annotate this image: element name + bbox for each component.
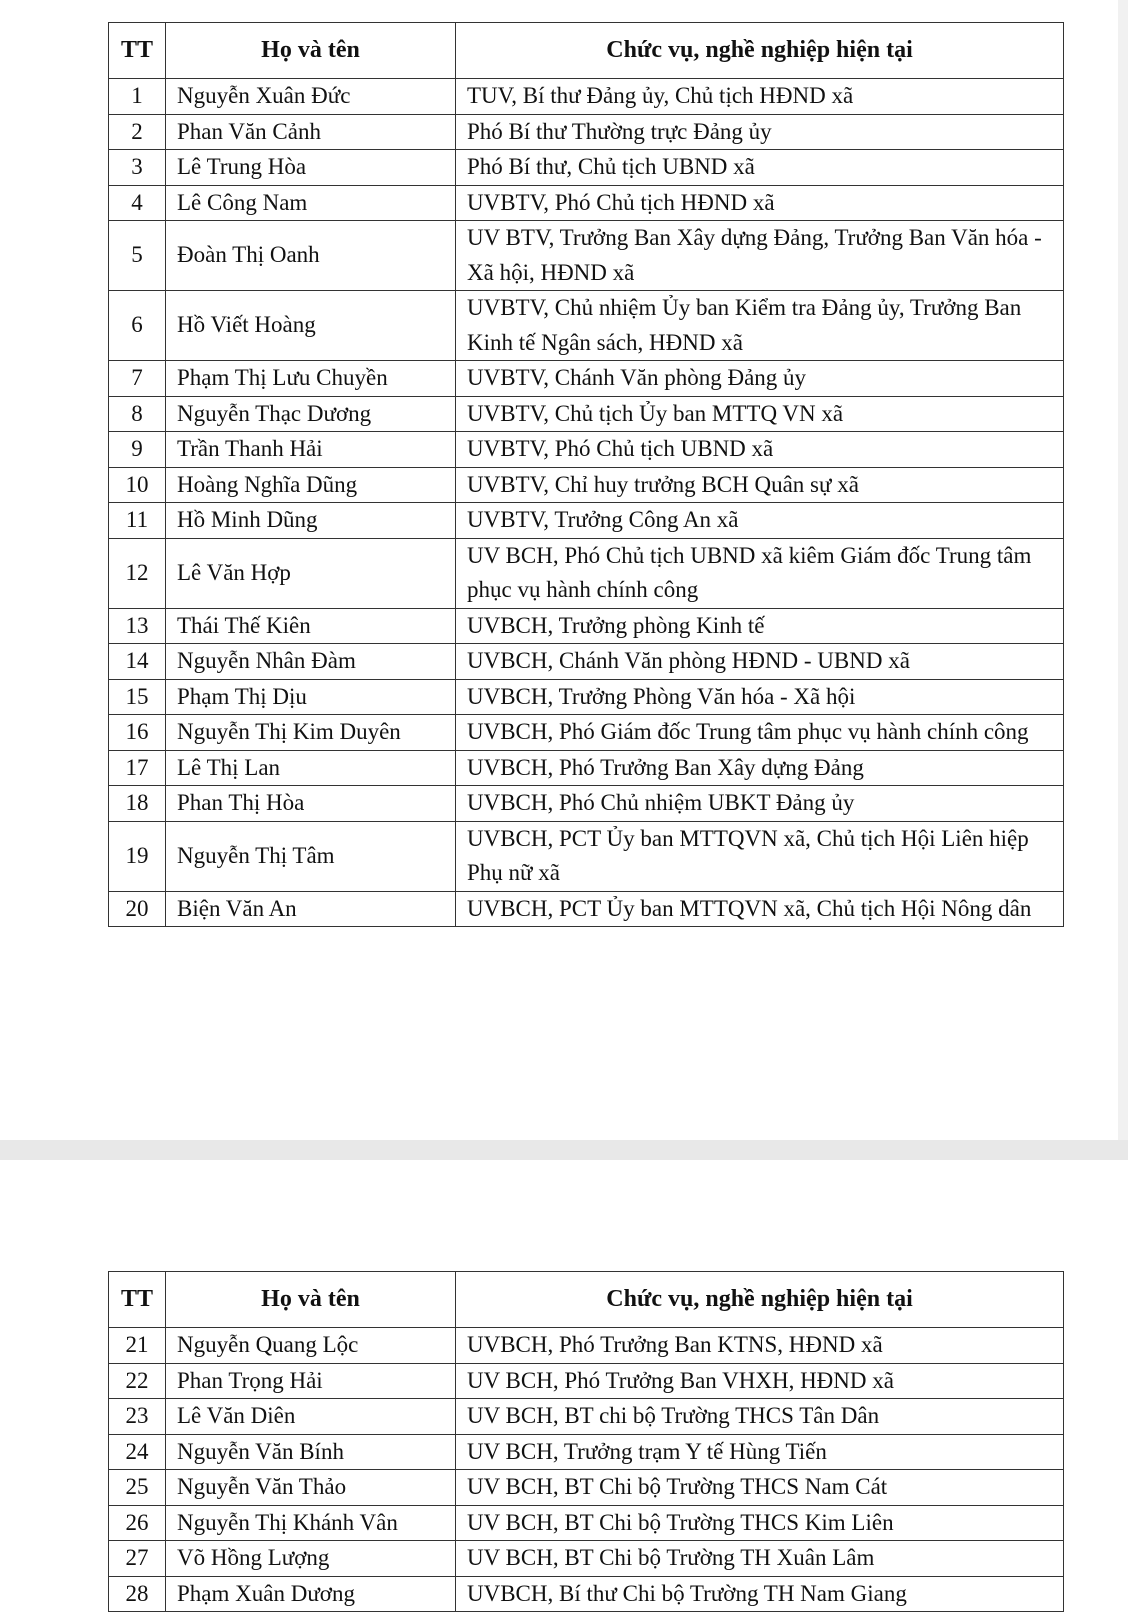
member-role: TUV, Bí thư Đảng ủy, Chủ tịch HĐND xã xyxy=(456,79,1064,115)
member-role: UVBTV, Chỉ huy trưởng BCH Quân sự xã xyxy=(456,467,1064,503)
row-number: 1 xyxy=(109,79,166,115)
member-role: UVBTV, Chánh Văn phòng Đảng ủy xyxy=(456,361,1064,397)
row-number: 4 xyxy=(109,185,166,221)
member-role: UVBCH, Phó Giám đốc Trung tâm phục vụ hành chính công xyxy=(456,715,1064,751)
row-number: 5 xyxy=(109,221,166,291)
table-row xyxy=(109,891,1064,927)
header-tt: TT xyxy=(109,1272,166,1328)
row-number: 21 xyxy=(109,1328,166,1364)
table-row xyxy=(109,1328,1064,1364)
row-number: 8 xyxy=(109,396,166,432)
member-role: UV BCH, BT chi bộ Trường THCS Tân Dân xyxy=(456,1399,1064,1435)
table-row xyxy=(109,467,1064,503)
row-number: 23 xyxy=(109,1399,166,1435)
table-row xyxy=(109,1505,1064,1541)
table-row xyxy=(109,1363,1064,1399)
member-table-page-2 xyxy=(108,1271,1064,1612)
row-number: 12 xyxy=(109,538,166,608)
member-role: UV BCH, Trưởng trạm Y tế Hùng Tiến xyxy=(456,1434,1064,1470)
row-number: 11 xyxy=(109,503,166,539)
row-number: 19 xyxy=(109,821,166,891)
table-row xyxy=(109,291,1064,361)
member-name: Lê Trung Hòa xyxy=(166,150,456,186)
member-name: Đoàn Thị Oanh xyxy=(166,221,456,291)
member-name: Nguyễn Xuân Đức xyxy=(166,79,456,115)
table-row xyxy=(109,786,1064,822)
member-name: Nguyễn Văn Bính xyxy=(166,1434,456,1470)
row-number: 27 xyxy=(109,1541,166,1577)
member-name: Nguyễn Thạc Dương xyxy=(166,396,456,432)
header-tt: TT xyxy=(109,23,166,79)
row-number: 26 xyxy=(109,1505,166,1541)
member-name: Hồ Minh Dũng xyxy=(166,503,456,539)
header-name: Họ và tên xyxy=(166,23,456,79)
member-name: Phan Văn Cảnh xyxy=(166,114,456,150)
member-role: UVBCH, Phó Trưởng Ban Xây dựng Đảng xyxy=(456,750,1064,786)
row-number: 25 xyxy=(109,1470,166,1506)
member-role: UVBCH, Phó Trưởng Ban KTNS, HĐND xã xyxy=(456,1328,1064,1364)
member-role: UV BCH, BT Chi bộ Trường THCS Nam Cát xyxy=(456,1470,1064,1506)
table-row xyxy=(109,114,1064,150)
member-name: Lê Văn Diên xyxy=(166,1399,456,1435)
table-row xyxy=(109,679,1064,715)
member-name: Phạm Thị Dịu xyxy=(166,679,456,715)
row-number: 14 xyxy=(109,644,166,680)
table-row xyxy=(109,538,1064,608)
row-number: 3 xyxy=(109,150,166,186)
member-name: Võ Hồng Lượng xyxy=(166,1541,456,1577)
table-row xyxy=(109,185,1064,221)
table-row xyxy=(109,1399,1064,1435)
member-name: Hồ Viết Hoàng xyxy=(166,291,456,361)
table-row xyxy=(109,150,1064,186)
member-name: Nguyễn Văn Thảo xyxy=(166,1470,456,1506)
member-name: Phạm Thị Lưu Chuyền xyxy=(166,361,456,397)
row-number: 17 xyxy=(109,750,166,786)
member-role: UVBCH, Bí thư Chi bộ Trường TH Nam Giang xyxy=(456,1576,1064,1612)
table-row xyxy=(109,361,1064,397)
row-number: 7 xyxy=(109,361,166,397)
member-name: Nguyễn Thị Khánh Vân xyxy=(166,1505,456,1541)
member-role: Phó Bí thư Thường trực Đảng ủy xyxy=(456,114,1064,150)
table-row xyxy=(109,821,1064,891)
row-number: 24 xyxy=(109,1434,166,1470)
member-role: UVBCH, PCT Ủy ban MTTQVN xã, Chủ tịch Hội Liên hiệp Phụ nữ xã xyxy=(456,821,1064,891)
table-row xyxy=(109,644,1064,680)
page-edge-shadow xyxy=(1118,0,1128,1160)
member-role: UVBTV, Chủ tịch Ủy ban MTTQ VN xã xyxy=(456,396,1064,432)
row-number: 6 xyxy=(109,291,166,361)
member-role: UVBCH, Trưởng Phòng Văn hóa - Xã hội xyxy=(456,679,1064,715)
member-name: Nguyễn Nhân Đàm xyxy=(166,644,456,680)
table-row xyxy=(109,1541,1064,1577)
member-name: Lê Thị Lan xyxy=(166,750,456,786)
header-role: Chức vụ, nghề nghiệp hiện tại xyxy=(456,23,1064,79)
member-role: UVBTV, Phó Chủ tịch UBND xã xyxy=(456,432,1064,468)
member-role: Phó Bí thư, Chủ tịch UBND xã xyxy=(456,150,1064,186)
member-role: UVBCH, Phó Chủ nhiệm UBKT Đảng ủy xyxy=(456,786,1064,822)
member-name: Phan Trọng Hải xyxy=(166,1363,456,1399)
member-name: Hoàng Nghĩa Dũng xyxy=(166,467,456,503)
member-role: UVBTV, Trưởng Công An xã xyxy=(456,503,1064,539)
row-number: 15 xyxy=(109,679,166,715)
row-number: 13 xyxy=(109,608,166,644)
table-header-row xyxy=(109,1272,1064,1328)
header-name: Họ và tên xyxy=(166,1272,456,1328)
row-number: 28 xyxy=(109,1576,166,1612)
member-role: UV BCH, Phó Chủ tịch UBND xã kiêm Giám đốc Trung tâm phục vụ hành chính công xyxy=(456,538,1064,608)
table-row xyxy=(109,432,1064,468)
header-role: Chức vụ, nghề nghiệp hiện tại xyxy=(456,1272,1064,1328)
member-role: UV BCH, Phó Trưởng Ban VHXH, HĐND xã xyxy=(456,1363,1064,1399)
member-role: UV BCH, BT Chi bộ Trường THCS Kim Liên xyxy=(456,1505,1064,1541)
member-name: Phạm Xuân Dương xyxy=(166,1576,456,1612)
table-row xyxy=(109,221,1064,291)
table-row xyxy=(109,1470,1064,1506)
row-number: 9 xyxy=(109,432,166,468)
table-row xyxy=(109,1434,1064,1470)
table-row xyxy=(109,1576,1064,1612)
member-name: Nguyễn Quang Lộc xyxy=(166,1328,456,1364)
member-role: UVBTV, Chủ nhiệm Ủy ban Kiểm tra Đảng ủy, Trưởng Ban Kinh tế Ngân sách, HĐND xã xyxy=(456,291,1064,361)
member-role: UVBCH, PCT Ủy ban MTTQVN xã, Chủ tịch Hội Nông dân xyxy=(456,891,1064,927)
table-row xyxy=(109,715,1064,751)
member-role: UV BTV, Trưởng Ban Xây dựng Đảng, Trưởng Ban Văn hóa - Xã hội, HĐND xã xyxy=(456,221,1064,291)
row-number: 20 xyxy=(109,891,166,927)
member-name: Trần Thanh Hải xyxy=(166,432,456,468)
member-table-page-1 xyxy=(108,22,1064,927)
row-number: 22 xyxy=(109,1363,166,1399)
member-role: UVBCH, Trưởng phòng Kinh tế xyxy=(456,608,1064,644)
member-role: UVBCH, Chánh Văn phòng HĐND - UBND xã xyxy=(456,644,1064,680)
row-number: 2 xyxy=(109,114,166,150)
member-role: UV BCH, BT Chi bộ Trường TH Xuân Lâm xyxy=(456,1541,1064,1577)
table-row xyxy=(109,396,1064,432)
table-row xyxy=(109,750,1064,786)
table-row xyxy=(109,79,1064,115)
member-name: Biện Văn An xyxy=(166,891,456,927)
member-name: Lê Công Nam xyxy=(166,185,456,221)
table-header-row xyxy=(109,23,1064,79)
row-number: 16 xyxy=(109,715,166,751)
page-separator xyxy=(0,1140,1128,1160)
member-role: UVBTV, Phó Chủ tịch HĐND xã xyxy=(456,185,1064,221)
row-number: 10 xyxy=(109,467,166,503)
member-name: Thái Thế Kiên xyxy=(166,608,456,644)
member-name: Nguyễn Thị Tâm xyxy=(166,821,456,891)
member-name: Nguyễn Thị Kim Duyên xyxy=(166,715,456,751)
table-row xyxy=(109,503,1064,539)
member-name: Phan Thị Hòa xyxy=(166,786,456,822)
row-number: 18 xyxy=(109,786,166,822)
member-name: Lê Văn Hợp xyxy=(166,538,456,608)
table-row xyxy=(109,608,1064,644)
